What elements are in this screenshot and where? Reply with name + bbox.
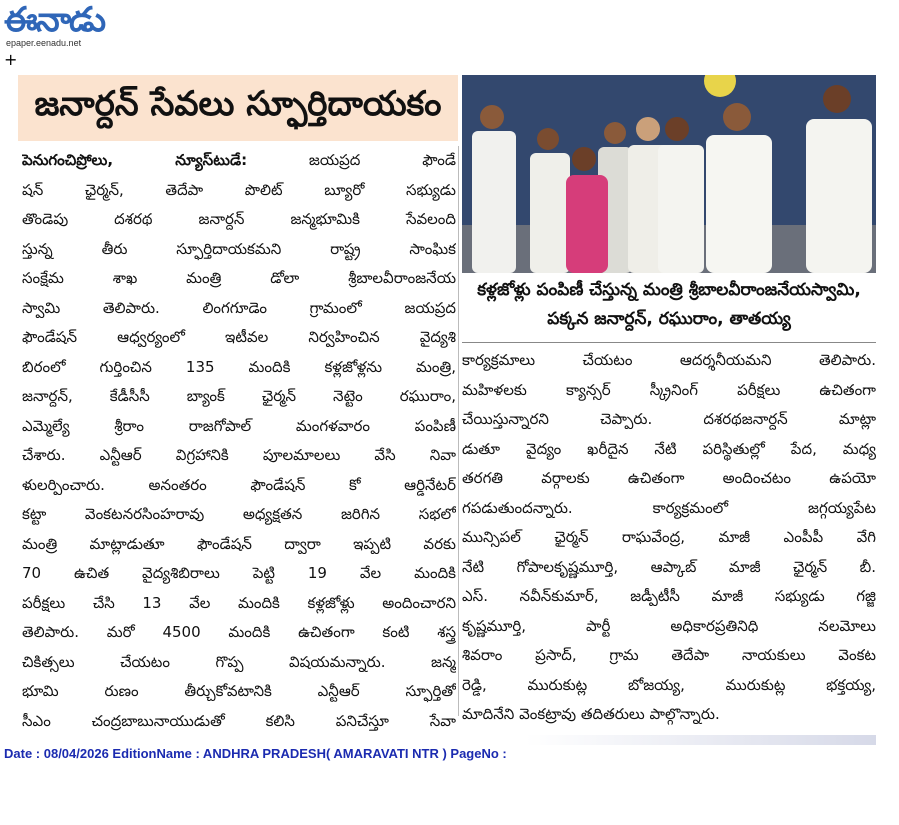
article-line: శివరాం ప్రసాద్, గ్రామ తెదేపా నాయకులు వెంకట [462, 646, 876, 664]
article-column-left [22, 146, 456, 736]
article-column-right [462, 346, 876, 730]
article-line: మున్సిపల్ ఛైర్మన్ రాఘవేంద్ర, మాజీ ఎంపీపీ వేగి [462, 528, 876, 546]
article-line: నేటి గోపాలకృష్ణమూర్తి, ఆప్కాబ్ మాజీ ఛైర్మన్ బీ. [462, 557, 876, 576]
article-line: గపడుతుందన్నారు. కార్యక్రమంలో జగ్గయ్యపేట [462, 498, 876, 517]
article-line: చికిత్సలు చేయటం గొప్ప విషయమన్నారు. జన్మ [22, 652, 456, 671]
article-line: జనార్దన్, కేడీసీసీ బ్యాంక్ ఛైర్మన్ నెట్టెం రఘురాం, [22, 387, 456, 405]
article-line: ఫౌండేషన్ ఆధ్వర్యంలో ఇటీవల నిర్వహించిన వైద్యశి [22, 328, 456, 346]
article-line: సీఎం చంద్రబాబునాయుడుతో కలిసి పనిచేస్తూ సేవా [22, 711, 456, 730]
crop-mark-icon: + [4, 50, 18, 69]
photo-caption [462, 276, 876, 343]
caption-line-1: కళ్లజోళ్లు పంపిణీ చేస్తున్న మంత్రి శ్రీబాలవీరాంజనేయస్వామి, [477, 280, 861, 300]
article-line: భూమి రుణం తీర్చుకోవటానికి ఎన్టీఆర్ స్ఫూర్తితో [22, 682, 456, 700]
article-headline: జనార్దన్ సేవలు స్ఫూర్తిదాయకం [34, 84, 442, 124]
caption-line-2: పక్కన జనార్దన్, రఘురాం, తాతయ్య [547, 309, 791, 329]
article-line: డుతూ వైద్యం ఖరీదైన నేటి పరిస్థితుల్లో పేద, మధ్య [462, 439, 876, 458]
eenadu-logo[interactable] [4, 2, 144, 50]
article-line: మంత్రి మాట్లాడుతూ ఫౌండేషన్ ద్వారా ఇప్పటి వరకు [22, 534, 456, 553]
article-line: 70 ఉచిత వైద్యశిబిరాలు పెట్టి 19 వేల మందికి [22, 564, 456, 582]
dateline: పెనుగంచిప్రోలు, న్యూస్‌టుడే: [22, 151, 248, 169]
article-line: చేశారు. ఎన్టీఆర్ విగ్రహానికి పూలమాలలు వేసి నివా [22, 446, 456, 464]
article-line: మాదినేని వెంకట్రావు తదితరులు పాల్గొన్నారు. [462, 705, 720, 723]
article-line: కృష్ణమూర్తి, పార్టీ అధికారప్రతినిధి నలమోలు [462, 616, 876, 635]
article-line: పరీక్షలు చేసి 13 వేల మందికి కళ్లజోళ్లు అందించారని [22, 593, 456, 612]
column-divider [458, 146, 459, 716]
article-line: రెడ్డి, మురుకుట్ల బోజయ్య, మురుకుట్ల భక్తయ్య, [462, 675, 876, 694]
article-line: ళులర్పించారు. అనంతరం ఫౌండేషన్ కో ఆర్డినేటర్ [22, 475, 456, 494]
article-line: తరగతి వర్గాలకు ఉచితంగా అందించటం ఉపయో [462, 469, 876, 487]
article-line: ఎస్. నవీన్‌కుమార్, జడ్పీటీసీ మాజీ సభ్యుడు గజ్జి [462, 587, 876, 605]
bottom-rule [0, 735, 876, 745]
article-line: స్వామి తెలిపారు. లింగగూడెం గ్రామంలో జయప్రద [22, 298, 456, 317]
article-line: ఎమ్మెల్యే శ్రీరాం రాజగోపాల్ మంగళవారం పంపిణీ [22, 416, 456, 435]
article-line: కార్యక్రమాలు చేయటం ఆదర్శనీయమని తెలిపారు. [462, 351, 876, 369]
edition-footer: Date : 08/04/2026 EditionName : ANDHRA PRADESH( AMARAVATI NTR ) PageNo : [4, 746, 507, 761]
article-line: మహిళలకు క్యాన్సర్ స్క్రీనింగ్ పరీక్షలు ఉచితంగా [462, 380, 876, 399]
article-line: తొండెపు దశరథ జనార్దన్ జన్మభూమికి సేవలంది [22, 210, 456, 228]
article-line: బిరంలో గుర్తించిన 135 మందికి కళ్లజోళ్లను మంత్రి, [22, 357, 456, 376]
article-line-text: జయప్రద ఫౌండే [247, 151, 456, 169]
article-line [22, 146, 456, 176]
photo-illustration [462, 75, 876, 273]
article-line: చేయిస్తున్నారని చెప్పారు. దశరథజనార్దన్ మాట్లా [462, 410, 876, 428]
article-line: సంక్షేమ శాఖ మంత్రి డోలా శ్రీబాలవీరాంజనేయ [22, 269, 456, 287]
article-photo [462, 75, 876, 273]
article-line: స్తున్న తీరు స్ఫూర్తిదాయకమని రాష్ట్ర సాంఘిక [22, 239, 456, 258]
logo-url: epaper.eenadu.net [6, 38, 82, 48]
article-line: తెలిపారు. మరో 4500 మందికి ఉచితంగా కంటి శస్త్ర [22, 623, 456, 641]
logo-text: ఈనాడు [4, 0, 105, 40]
article-line: కట్టా వెంకటనరసింహరావు అధ్యక్షతన జరిగిన సభలో [22, 505, 456, 523]
article-line: షన్ ఛైర్మన్, తెదేపా పొలిట్ బ్యూరో సభ్యుడు [22, 180, 456, 199]
